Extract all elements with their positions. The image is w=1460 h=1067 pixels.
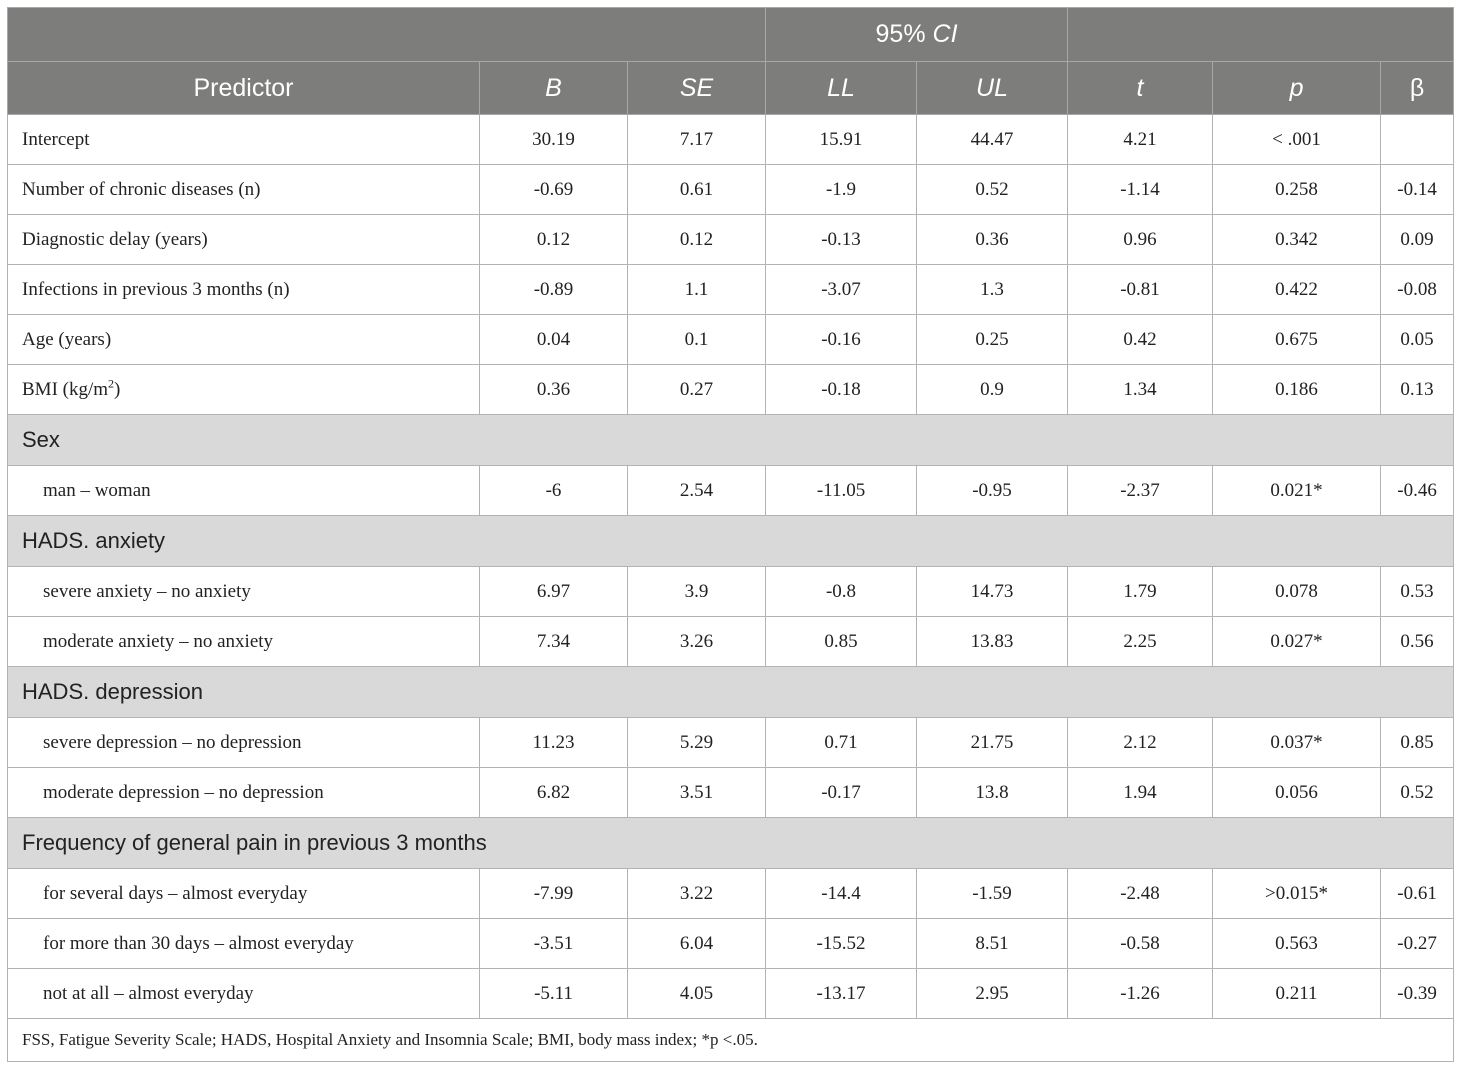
cell-se: 0.1 (628, 315, 766, 365)
group-label: HADS. anxiety (8, 516, 1454, 567)
group-header-row (8, 818, 1454, 869)
cell-b: -6 (480, 466, 628, 516)
cell-t: 1.94 (1068, 768, 1213, 818)
cell-se: 7.17 (628, 115, 766, 165)
cell-ul: 21.75 (917, 718, 1068, 768)
cell-ul: 0.9 (917, 365, 1068, 415)
cell-b: 0.04 (480, 315, 628, 365)
cell-se: 3.22 (628, 869, 766, 919)
cell-p: 0.078 (1213, 567, 1381, 617)
cell-p: 0.037* (1213, 718, 1381, 768)
cell-p: 0.211 (1213, 969, 1381, 1019)
ci-header-plain: 95% (875, 20, 933, 48)
regression-table (7, 7, 1454, 1062)
cell-t: -1.26 (1068, 969, 1213, 1019)
cell-ul: 13.8 (917, 768, 1068, 818)
cell-ul: 1.3 (917, 265, 1068, 315)
col-header-p: p (1213, 62, 1381, 115)
cell-beta: -0.39 (1381, 969, 1454, 1019)
cell-b: -3.51 (480, 919, 628, 969)
predictor-label: Age (years) (8, 315, 480, 365)
cell-t: -2.37 (1068, 466, 1213, 516)
table-row (8, 617, 1454, 667)
cell-se: 2.54 (628, 466, 766, 516)
cell-ul: -0.95 (917, 466, 1068, 516)
cell-ll: -11.05 (766, 466, 917, 516)
header-blank-left (8, 8, 766, 62)
cell-se: 6.04 (628, 919, 766, 969)
table-row (8, 919, 1454, 969)
table-row (8, 265, 1454, 315)
col-header-predictor: Predictor (8, 62, 480, 115)
cell-beta: -0.27 (1381, 919, 1454, 969)
predictor-label (8, 365, 480, 415)
predictor-label: for more than 30 days – almost everyday (8, 919, 480, 969)
cell-t: 1.34 (1068, 365, 1213, 415)
cell-t: -0.81 (1068, 265, 1213, 315)
header-blank-right (1068, 8, 1454, 62)
footnote-row (8, 1019, 1454, 1062)
cell-beta: 0.05 (1381, 315, 1454, 365)
table-row (8, 165, 1454, 215)
table-body (8, 115, 1454, 1062)
cell-ll: -15.52 (766, 919, 917, 969)
cell-beta: 0.09 (1381, 215, 1454, 265)
cell-t: 0.96 (1068, 215, 1213, 265)
predictor-label: moderate depression – no depression (8, 768, 480, 818)
predictor-label: Number of chronic diseases (n) (8, 165, 480, 215)
cell-ll: -0.18 (766, 365, 917, 415)
footnote: FSS, Fatigue Severity Scale; HADS, Hospital Anxiety and Insomnia Scale; BMI, body mass index; *p <.05. (8, 1019, 1454, 1062)
cell-t: 4.21 (1068, 115, 1213, 165)
cell-ll: -13.17 (766, 969, 917, 1019)
predictor-label: Diagnostic delay (years) (8, 215, 480, 265)
cell-p: >0.015* (1213, 869, 1381, 919)
col-header-ll: LL (766, 62, 917, 115)
table-row (8, 365, 1454, 415)
cell-p: 0.056 (1213, 768, 1381, 818)
cell-se: 0.27 (628, 365, 766, 415)
header-span-row (8, 8, 1454, 62)
cell-ul: 8.51 (917, 919, 1068, 969)
cell-ll: -0.13 (766, 215, 917, 265)
group-label: HADS. depression (8, 667, 1454, 718)
cell-b: 30.19 (480, 115, 628, 165)
cell-se: 3.9 (628, 567, 766, 617)
group-label: Sex (8, 415, 1454, 466)
group-header-row (8, 667, 1454, 718)
table-row (8, 567, 1454, 617)
cell-ul: 0.25 (917, 315, 1068, 365)
superscript: 2 (108, 376, 115, 391)
table-header (8, 8, 1454, 115)
col-header-b: B (480, 62, 628, 115)
predictor-label: for several days – almost everyday (8, 869, 480, 919)
cell-b: -0.69 (480, 165, 628, 215)
cell-p: 0.186 (1213, 365, 1381, 415)
table-row (8, 215, 1454, 265)
cell-p: < .001 (1213, 115, 1381, 165)
cell-t: 2.12 (1068, 718, 1213, 768)
cell-beta: -0.46 (1381, 466, 1454, 516)
cell-ul: 0.52 (917, 165, 1068, 215)
cell-p: 0.563 (1213, 919, 1381, 969)
cell-beta (1381, 115, 1454, 165)
cell-ll: -0.16 (766, 315, 917, 365)
cell-b: 11.23 (480, 718, 628, 768)
table-row (8, 466, 1454, 516)
predictor-label: Infections in previous 3 months (n) (8, 265, 480, 315)
cell-p: 0.422 (1213, 265, 1381, 315)
cell-b: 6.97 (480, 567, 628, 617)
cell-beta: 0.13 (1381, 365, 1454, 415)
cell-ul: -1.59 (917, 869, 1068, 919)
table-row (8, 869, 1454, 919)
cell-p: 0.258 (1213, 165, 1381, 215)
predictor-label-text: BMI (kg/m (22, 378, 109, 400)
cell-se: 5.29 (628, 718, 766, 768)
cell-p: 0.027* (1213, 617, 1381, 667)
cell-ul: 13.83 (917, 617, 1068, 667)
cell-ll: -14.4 (766, 869, 917, 919)
cell-t: 0.42 (1068, 315, 1213, 365)
cell-b: 6.82 (480, 768, 628, 818)
cell-p: 0.675 (1213, 315, 1381, 365)
cell-se: 3.51 (628, 768, 766, 818)
cell-beta: -0.61 (1381, 869, 1454, 919)
cell-b: -7.99 (480, 869, 628, 919)
table-row (8, 718, 1454, 768)
col-header-t: t (1068, 62, 1213, 115)
cell-se: 4.05 (628, 969, 766, 1019)
predictor-label: man – woman (8, 466, 480, 516)
cell-b: -0.89 (480, 265, 628, 315)
predictor-label: not at all – almost everyday (8, 969, 480, 1019)
group-header-row (8, 516, 1454, 567)
table-row (8, 768, 1454, 818)
cell-b: 0.36 (480, 365, 628, 415)
cell-se: 3.26 (628, 617, 766, 667)
group-label: Frequency of general pain in previous 3 months (8, 818, 1454, 869)
col-header-ul: UL (917, 62, 1068, 115)
cell-ll: -3.07 (766, 265, 917, 315)
cell-beta: -0.14 (1381, 165, 1454, 215)
cell-beta: 0.52 (1381, 768, 1454, 818)
predictor-label: moderate anxiety – no anxiety (8, 617, 480, 667)
group-header-row (8, 415, 1454, 466)
cell-ll: -1.9 (766, 165, 917, 215)
cell-ll: -0.8 (766, 567, 917, 617)
table-row (8, 969, 1454, 1019)
cell-se: 1.1 (628, 265, 766, 315)
cell-ll: 0.71 (766, 718, 917, 768)
cell-t: -0.58 (1068, 919, 1213, 969)
cell-ll: 0.85 (766, 617, 917, 667)
cell-b: 0.12 (480, 215, 628, 265)
cell-ll: 15.91 (766, 115, 917, 165)
predictor-label: severe anxiety – no anxiety (8, 567, 480, 617)
header-column-row (8, 62, 1454, 115)
table-row (8, 315, 1454, 365)
cell-t: 1.79 (1068, 567, 1213, 617)
cell-p: 0.021* (1213, 466, 1381, 516)
cell-ul: 2.95 (917, 969, 1068, 1019)
ci-header-italic: CI (932, 20, 958, 48)
cell-ll: -0.17 (766, 768, 917, 818)
col-header-beta: β (1381, 62, 1454, 115)
cell-se: 0.61 (628, 165, 766, 215)
cell-t: -2.48 (1068, 869, 1213, 919)
cell-p: 0.342 (1213, 215, 1381, 265)
cell-ul: 44.47 (917, 115, 1068, 165)
cell-b: -5.11 (480, 969, 628, 1019)
cell-beta: 0.85 (1381, 718, 1454, 768)
cell-ul: 0.36 (917, 215, 1068, 265)
cell-t: 2.25 (1068, 617, 1213, 667)
col-header-se: SE (628, 62, 766, 115)
cell-beta: -0.08 (1381, 265, 1454, 315)
cell-beta: 0.56 (1381, 617, 1454, 667)
predictor-label: Intercept (8, 115, 480, 165)
predictor-label: severe depression – no depression (8, 718, 480, 768)
cell-beta: 0.53 (1381, 567, 1454, 617)
cell-se: 0.12 (628, 215, 766, 265)
cell-t: -1.14 (1068, 165, 1213, 215)
table-row (8, 115, 1454, 165)
ci-header (766, 8, 1068, 62)
cell-b: 7.34 (480, 617, 628, 667)
predictor-label-end: ) (114, 378, 121, 400)
cell-ul: 14.73 (917, 567, 1068, 617)
